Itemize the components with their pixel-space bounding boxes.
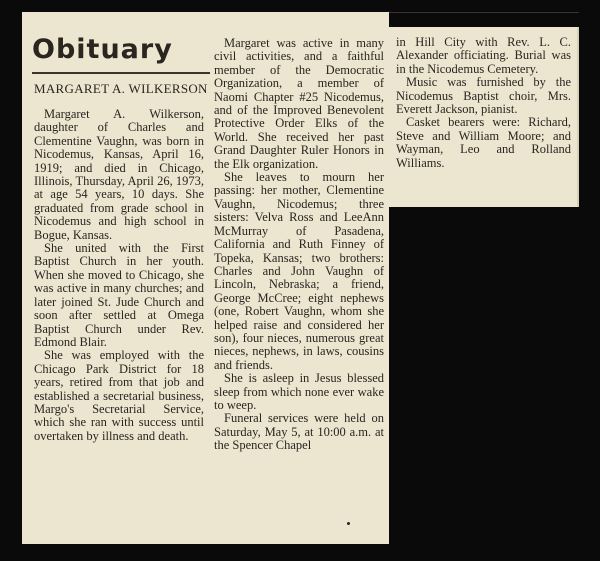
heading-rule — [32, 72, 210, 74]
column-1 — [34, 108, 204, 443]
deceased-name: MARGARET A. WILKERSON — [34, 81, 208, 96]
paragraph: Margaret was active in many civil activities, and a faithful member of the Democratic Organization, a member of Naomi Chapter #25 Nicodemus, and of the Improved Benevolent Protective Order Elks of the World. She received her past Grand Daughter Ruler Honors in the Elk organization. — [214, 36, 384, 171]
paragraph: Funeral services were held on Saturday, May 5, at 10:00 a.m. at the Spencer Chapel — [214, 411, 384, 453]
newspaper-clipping-continuation — [389, 27, 577, 207]
column-2 — [214, 37, 384, 453]
paragraph: She united with the First Baptist Church in her youth. When she moved to Chicago, she was active in many churches; and later joined St. Jude Church and soon after settled at Omega Baptist Church under Rev. Edmond Blair. — [34, 241, 204, 349]
paragraph: Margaret A. Wilkerson, daughter of Charles and Clementine Vaughn, was born in Nicodemus, Kansas, April 16, 1919; and died in Chicago, Illinois, Thursday, April 26, 1973, at age 54 years, 10 days. She graduated from grade school in Nicodemus and high school in Bogue, Kansas. — [34, 107, 204, 242]
column-3 — [396, 36, 571, 170]
clipping-right-edge — [577, 27, 579, 207]
obituary-heading: Obituary — [32, 34, 173, 65]
paragraph: in Hill City with Rev. L. C. Alexander officiating. Burial was in the Nicodemus Cemetery. — [396, 35, 571, 76]
newspaper-clipping — [22, 12, 389, 544]
ink-dot — [347, 522, 350, 525]
paragraph: She was employed with the Chicago Park District for 18 years, retired from that job and established a secretarial business, Margo's Secretarial Service, which she ran with success until overtaken by illness and death. — [34, 348, 204, 443]
paragraph: Music was furnished by the Nicodemus Baptist choir, Mrs. Everett Jackson, pianist. — [396, 75, 571, 117]
paragraph: She is asleep in Jesus blessed sleep from which none ever wake to weep. — [214, 371, 384, 412]
paragraph: She leaves to mourn her passing: her mother, Clementine Vaughn, Nicodemus; three sisters: Velva Ross and LeeAnn McMurray of Pasadena, California and Ruth Finney of Topeka, Kansas; two brothers: Charles and John Vaughn of Lincoln, Nebraska; a friend, George McCree; eight nephews (one, Robert Vaughn, whom she helped raise and considered her son), four nieces, numerous great nieces, nephews, in laws, cousins and friends. — [214, 170, 384, 372]
paragraph: Casket bearers were: Richard, Steve and William Moore; and Wayman, Leo and Rolland Williams. — [396, 115, 571, 170]
